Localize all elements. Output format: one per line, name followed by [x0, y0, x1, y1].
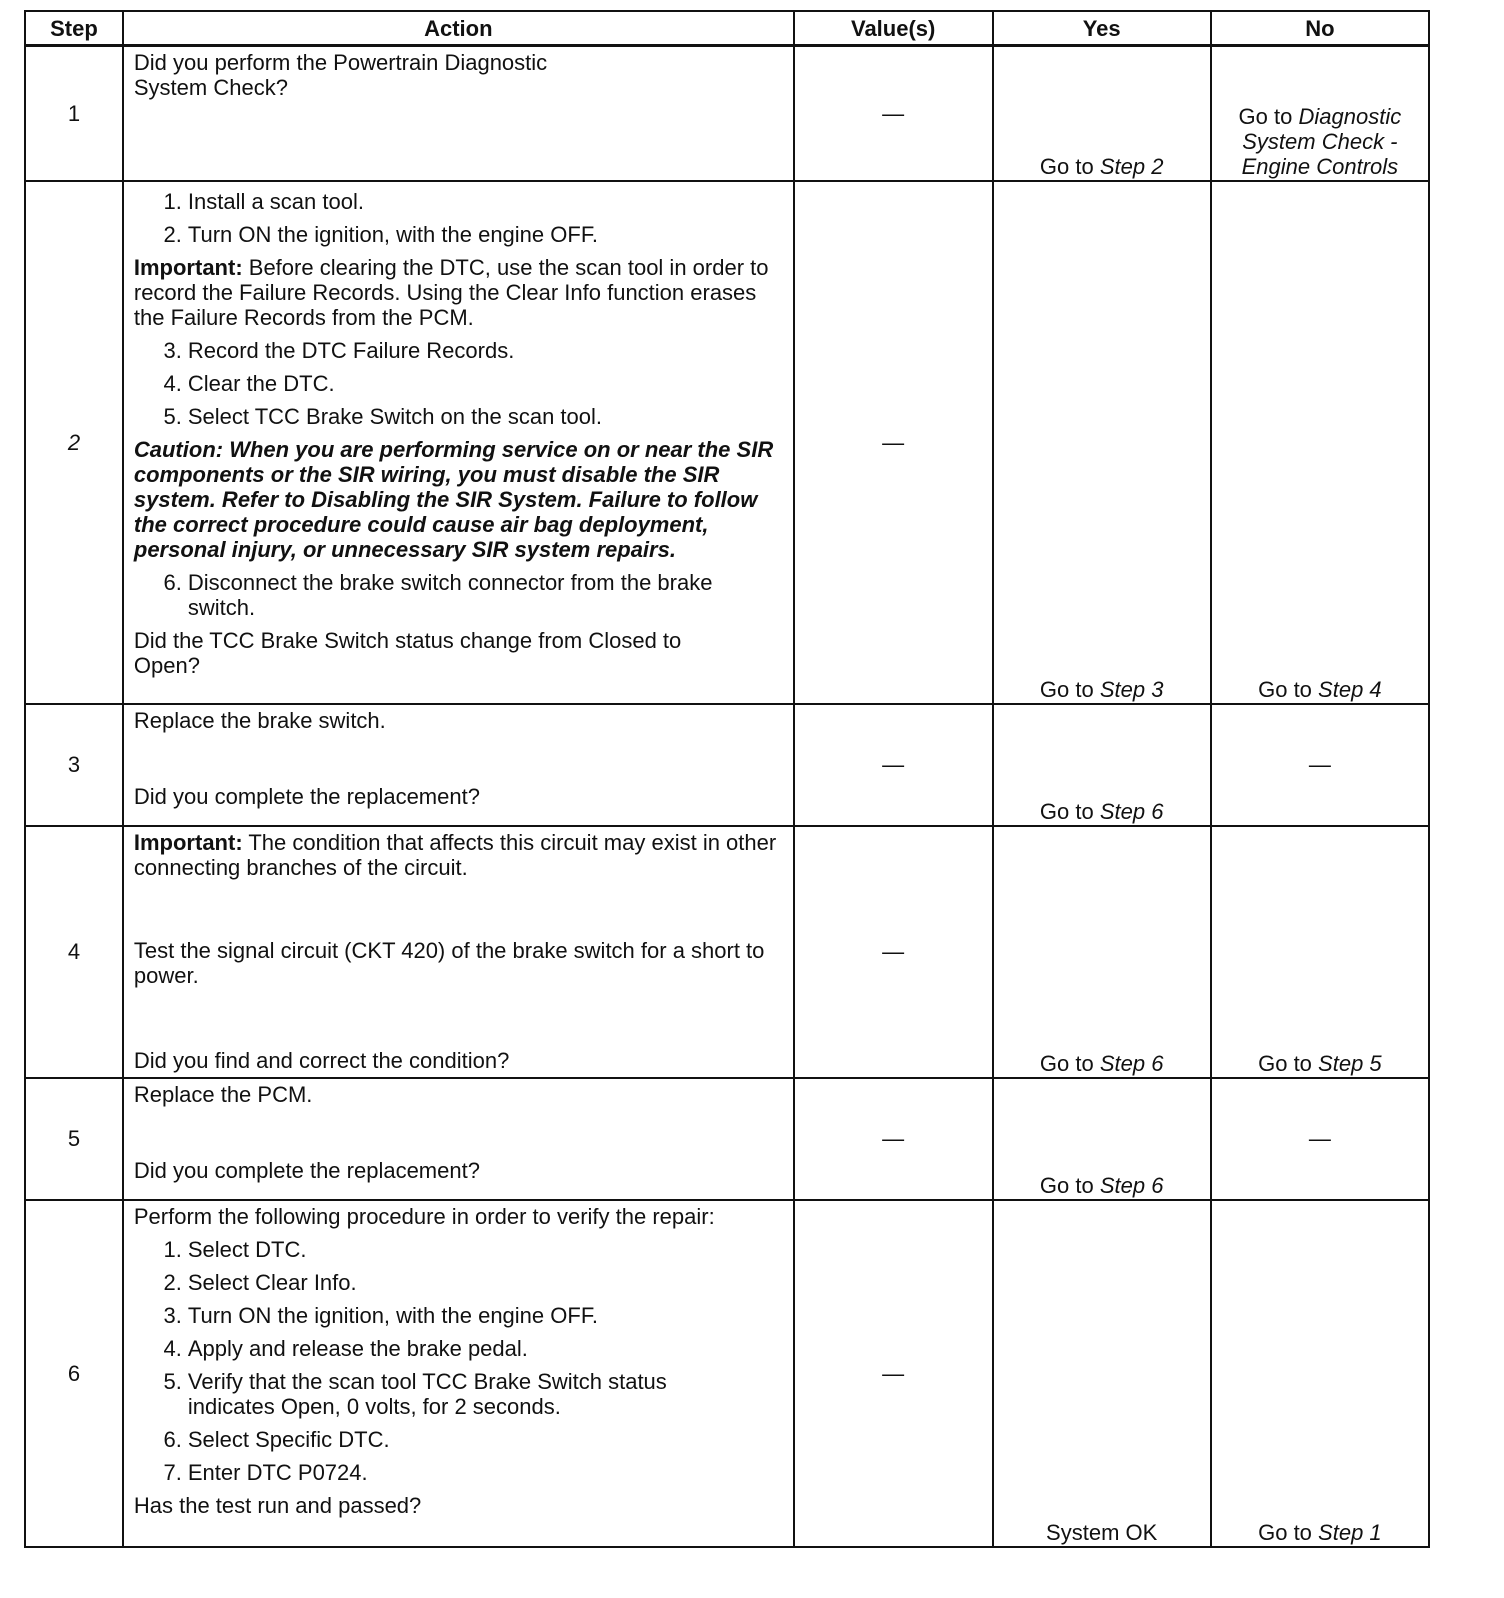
no-target: Diagnostic System Check - Engine Controls: [1241, 103, 1402, 179]
question-text: Did you find and correct the condition?: [133, 1047, 510, 1073]
step-number-text: 2: [67, 429, 81, 455]
yes-cell: [993, 181, 1211, 704]
action-cell: [123, 704, 794, 826]
list-item: 5. Verify that the scan tool TCC Brake Switch status indicates Open, 0 volts, for 2 seconds.: [163, 1368, 667, 1419]
value-cell: [794, 181, 993, 704]
question-text: Has the test run and passed?: [133, 1492, 422, 1518]
question-text: Did the TCC Brake Switch status change from Closed to Open?: [133, 627, 682, 678]
important-note: [134, 255, 785, 330]
yes-cell: [993, 704, 1211, 826]
diagnostic-table: [24, 10, 1430, 1548]
dash-symbol: —: [882, 752, 905, 777]
list-item: 2. Turn ON the ignition, with the engine OFF.: [163, 221, 598, 247]
list-item: 4. Apply and release the brake pedal.: [163, 1335, 528, 1361]
go-to-label: Go to: [1258, 1519, 1312, 1545]
yes-target: Step 6: [1099, 798, 1164, 824]
table-row-step-6: [25, 1200, 1429, 1547]
procedure-list: [134, 189, 785, 247]
step-number: 5: [25, 1078, 123, 1200]
action-cell: [123, 826, 794, 1078]
table-row-step-2: [25, 181, 1429, 704]
important-text: The condition that affects this circuit may exist in other connecting branches of the circuit.: [133, 829, 777, 880]
no-target: Step 1: [1318, 1519, 1382, 1545]
action-text: Replace the PCM.: [133, 1081, 313, 1107]
list-item: 3. Record the DTC Failure Records.: [163, 337, 515, 363]
value-cell: [794, 1200, 993, 1547]
question-text: Did you complete the replacement?: [133, 783, 480, 809]
table-row-step-4: [25, 826, 1429, 1078]
header-step: Step: [25, 11, 123, 46]
go-to-label: Go to: [1039, 676, 1094, 702]
header-action: Action: [123, 11, 794, 46]
list-item: 4. Clear the DTC.: [163, 370, 335, 396]
list-item: 2. Select Clear Info.: [163, 1269, 357, 1295]
step-number: 6: [25, 1200, 123, 1547]
no-cell: [1211, 181, 1429, 704]
header-row: [25, 11, 1429, 46]
list-item: 6. Disconnect the brake switch connector from the brake switch.: [163, 569, 713, 620]
no-cell: [1211, 826, 1429, 1078]
go-to-label: Go to: [1039, 1172, 1094, 1198]
dash-symbol: —: [882, 100, 905, 126]
yes-target: Step 2: [1099, 153, 1164, 179]
no-target: Step 5: [1318, 1050, 1382, 1076]
table-row-step-1: [25, 46, 1429, 181]
list-item: 3. Turn ON the ignition, with the engine OFF.: [163, 1302, 598, 1328]
table-row-step-3: [25, 704, 1429, 826]
dash-symbol: —: [1308, 752, 1331, 777]
list-item: 7. Enter DTC P0724.: [163, 1459, 368, 1485]
go-to-label: Go to: [1258, 1050, 1312, 1076]
header-values: Value(s): [794, 11, 993, 46]
value-cell: [794, 46, 993, 181]
value-cell: [794, 826, 993, 1078]
list-item: 1. Select DTC.: [163, 1236, 307, 1262]
value-cell: [794, 1078, 993, 1200]
no-cell: [1211, 704, 1429, 826]
action-cell: [123, 181, 794, 704]
step-number: 1: [25, 46, 123, 181]
value-cell: [794, 704, 993, 826]
dash-symbol: —: [882, 429, 905, 455]
important-label: Important:: [133, 254, 243, 280]
action-cell: [123, 46, 794, 181]
go-to-label: Go to: [1039, 798, 1094, 824]
procedure-list: [134, 338, 785, 429]
important-label: Important:: [133, 829, 243, 855]
intro-text: Perform the following procedure in order to verify the repair:: [133, 1203, 715, 1229]
yes-target: Step 3: [1099, 676, 1164, 702]
no-cell: [1211, 1078, 1429, 1200]
yes-target: Step 6: [1099, 1050, 1164, 1076]
dash-symbol: —: [882, 1360, 905, 1386]
yes-cell: [993, 826, 1211, 1078]
no-target: Step 4: [1318, 676, 1382, 702]
procedure-list: [134, 570, 785, 620]
list-item: 5. Select TCC Brake Switch on the scan tool.: [163, 403, 602, 429]
yes-cell: [993, 1078, 1211, 1200]
header-no: No: [1211, 11, 1429, 46]
question-text: Did you perform the Powertrain Diagnostic System Check?: [133, 50, 548, 100]
yes-cell: [993, 46, 1211, 181]
important-note: [134, 830, 785, 880]
list-item: 6. Select Specific DTC.: [163, 1426, 390, 1452]
go-to-label: Go to: [1039, 1050, 1094, 1076]
no-cell: [1211, 46, 1429, 181]
important-text: Before clearing the DTC, use the scan tool in order to record the Failure Records. Using the Clear Info function erases the Failure Records from the PCM.: [133, 254, 769, 330]
caution-note: Caution: When you are performing service on or near the SIR components or the SIR wiring, you must disable the SIR system. Refer to Disabling the SIR System. Failure to follow the correct procedure could cause air bag deployment, personal injury, or unnecessary SIR system repairs.: [133, 436, 774, 562]
question-text: Did you complete the replacement?: [133, 1157, 480, 1183]
action-cell: [123, 1078, 794, 1200]
step-number: 3: [25, 704, 123, 826]
go-to-label: Go to: [1258, 676, 1312, 702]
yes-cell: [993, 1200, 1211, 1547]
dash-symbol: —: [882, 939, 905, 964]
yes-target: Step 6: [1099, 1172, 1164, 1198]
procedure-list: [134, 1237, 785, 1485]
dash-symbol: —: [1308, 1126, 1331, 1151]
step-number: 4: [25, 826, 123, 1078]
no-cell: [1211, 1200, 1429, 1547]
dash-symbol: —: [882, 1126, 905, 1151]
table-row-step-5: [25, 1078, 1429, 1200]
action-text: Replace the brake switch.: [133, 707, 386, 733]
step-number: [25, 181, 123, 704]
go-to-label: Go to: [1238, 103, 1293, 129]
action-cell: [123, 1200, 794, 1547]
yes-result: System OK: [1046, 1519, 1158, 1545]
header-yes: Yes: [993, 11, 1211, 46]
action-text: Test the signal circuit (CKT 420) of the brake switch for a short to power.: [133, 937, 765, 988]
list-item: 1. Install a scan tool.: [163, 188, 364, 214]
go-to-label: Go to: [1039, 153, 1094, 179]
